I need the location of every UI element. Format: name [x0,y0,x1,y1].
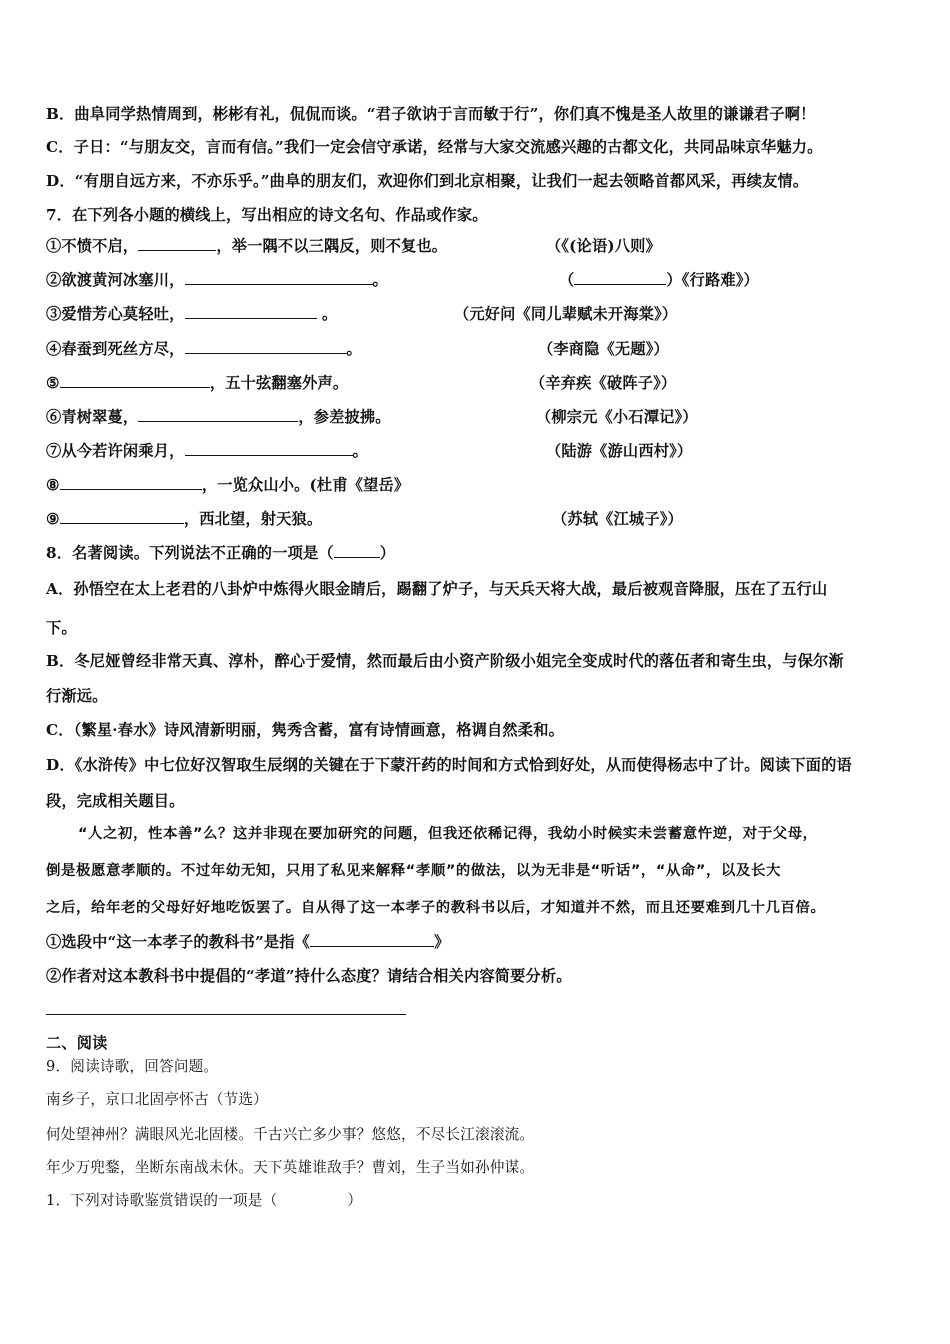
q7-item-5-source: （辛弃疾《破阵子》） [530,374,677,392]
q9-1-stem [46,1190,906,1212]
sub-question-1 [46,931,906,953]
q7-blank-7[interactable] [185,440,353,456]
q7-item-7-pre: ⑦从今若许闲乘月， [46,442,185,460]
q8-option-a-line2: 下。 [46,619,77,637]
q7-item-7-post: 。 [352,442,368,460]
poem-line-2: 年少万兜鍪，坐断东南战未休。天下英雄谁敌手？曹刘，生子当如孙仲谋。 [46,1159,535,1176]
q7-blank-4[interactable] [185,338,347,354]
q7-item-3 [46,303,906,325]
q7-item-9-post: ，西北望，射天狼。 [183,510,323,528]
q7-item-3-source: （元好问《同儿辈赋未开海棠》） [454,305,678,323]
q7-item-4-pre: ④春蚕到死丝方尽， [46,340,185,358]
q7-item-8-post: ，一览众山小。(杜甫《望岳》 [201,476,410,494]
q7-blank-2[interactable] [185,269,373,285]
q7-item-6-source: （柳宗元《小石潭记》） [536,408,698,426]
q8-stem [46,542,906,564]
q7-item-4-post: 。 [346,340,362,358]
answer-line[interactable] [46,1014,406,1015]
q7-item-7-source: （陆游《游山西村》） [546,442,693,460]
sub-question-1-post: 》 [434,933,450,951]
q7-blank-8[interactable] [60,474,202,490]
q7-item-3-post: 。 [316,305,338,323]
q7-blank-9[interactable] [60,508,184,524]
q6-option-c: C．子日：“与朋友交，言而有信。”我们一定会信守承诺，经常与大家交流感兴趣的古都文化，共同品味京华魅力。 [46,138,823,156]
q7-item-5-post: ，五十弦翻塞外声。 [209,374,349,392]
q7-item-2-source [559,269,759,291]
q7-item-4-source: （李商隐《无题》） [538,340,669,358]
q8-option-d-line1: D．《水浒传》中七位好汉智取生辰纲的关键在于下蒙汗药的时间和方式恰到好处，从而使得杨志中了计。阅读下面的语 [46,756,852,774]
q9-1-stem-pre: 1．下列对诗歌鉴赏错误的一项是（ [46,1192,278,1209]
q7-item-2 [46,269,906,291]
section-2-title: 二、阅读 [46,1034,108,1052]
q7-item-7 [46,440,906,462]
q8-option-a-line1: A．孙悟空在太上老君的八卦炉中炼得火眼金睛后，踢翻了炉子，与天兵天将大战，最后被观音降服，压在了五行山 [46,580,828,598]
poem-title: 南乡子，京口北固亭怀古（节选） [46,1091,268,1108]
q8-option-b-line1: B．冬尼娅曾经非常天真、淳朴，醉心于爱情，然而最后由小资产阶级小姐完全变成时代的落伍者和寄生虫，与保尔渐 [46,652,844,670]
q7-item-2-pre: ②欲渡黄河冰塞川， [46,271,185,289]
q7-item-9-source: （苏轼《江城子》） [552,510,683,528]
q7-blank-6[interactable] [138,406,298,422]
q6-option-b: B．曲阜同学热情周到，彬彬有礼，侃侃而谈。“君子欲讷于言而敏于行”，你们真不愧是圣人故里的谦谦君子啊！ [46,105,816,123]
q7-item-8-pre: ⑧ [46,476,60,494]
q7-item-1-post: ，举一隅不以三隅反，则不复也。 [216,237,448,255]
q7-item-4 [46,338,906,360]
passage-line-2: 倒是极愿意孝顺的。不过年幼无知，只用了私见来解释“孝顺”的做法，以为无非是“听话”，“从命”，以及长大 [46,863,781,879]
q7-item-5 [46,372,906,394]
q9-1-stem-post: ） [347,1192,363,1209]
q7-item-2-source-post: ）《行路难》） [666,271,759,289]
q7-item-6-pre: ⑥青树翠蔓， [46,408,139,426]
sub-question-2: ②作者对这本教科书中提倡的“孝道”持什么态度？请结合相关内容简要分析。 [46,967,572,985]
sub-question-1-blank[interactable] [310,931,434,947]
q7-item-8 [46,474,906,496]
q6-option-d: D．“有朋自远方来，不亦乐乎。”曲阜的朋友们，欢迎你们到北京相聚，让我们一起去领略首都风采，再续友情。 [46,172,809,190]
q7-item-1 [46,235,906,257]
q8-option-b-line2: 行渐远。 [46,687,108,705]
q8-stem-pre: 8．名著阅读。下列说法不正确的一项是（ [46,544,334,562]
q7-blank-1[interactable] [138,235,216,251]
q7-item-6 [46,406,906,428]
q7-item-9 [46,508,906,530]
q8-option-c: C．（繁星·春水》诗风清新明丽，隽秀含蓄，富有诗情画意，格调自然柔和。 [46,721,564,739]
sub-question-1-pre: ①选段中“这一本孝子的教科书”是指《 [46,933,311,951]
q7-blank-3[interactable] [185,303,317,319]
q8-answer-blank[interactable] [334,542,380,558]
q7-item-3-pre: ③爱惜芳心莫轻吐， [46,305,185,323]
q7-item-1-pre: ①不愤不启， [46,237,139,255]
q7-item-2-source-pre: （ [559,271,575,289]
q7-item-5-pre: ⑤ [46,374,60,392]
q7-blank-2-author[interactable] [574,269,666,285]
poem-line-1: 何处望神州？满眼风光北固楼。千古兴亡多少事？悠悠，不尽长江滚滚流。 [46,1126,535,1143]
q7-item-6-post: ，参差披拂。 [298,408,391,426]
q7-item-1-source: （《(论语)八则》 [546,237,661,255]
q9-stem: 9．阅读诗歌，回答问题。 [46,1058,219,1075]
q7-stem: 7．在下列各小题的横线上，写出相应的诗文名句、作品或作家。 [46,206,488,224]
q8-option-d-line2: 段，完成相关题目。 [46,792,185,810]
q8-stem-post: ） [379,544,396,562]
passage-line-3: 之后，给年老的父母好好地吃饭罢了。自从得了这一本孝子的教科书以后，才知道并不然，而且还要难到几十几百倍。 [46,900,826,916]
passage-line-1: “人之初，性本善”么？这并非现在要加研究的问题，但我还依稀记得，我幼小时候实未尝蓄意忤逆，对于父母， [78,826,818,842]
q7-item-9-pre: ⑨ [46,510,60,528]
q7-item-2-post: 。 [372,271,388,289]
q7-blank-5[interactable] [60,372,210,388]
